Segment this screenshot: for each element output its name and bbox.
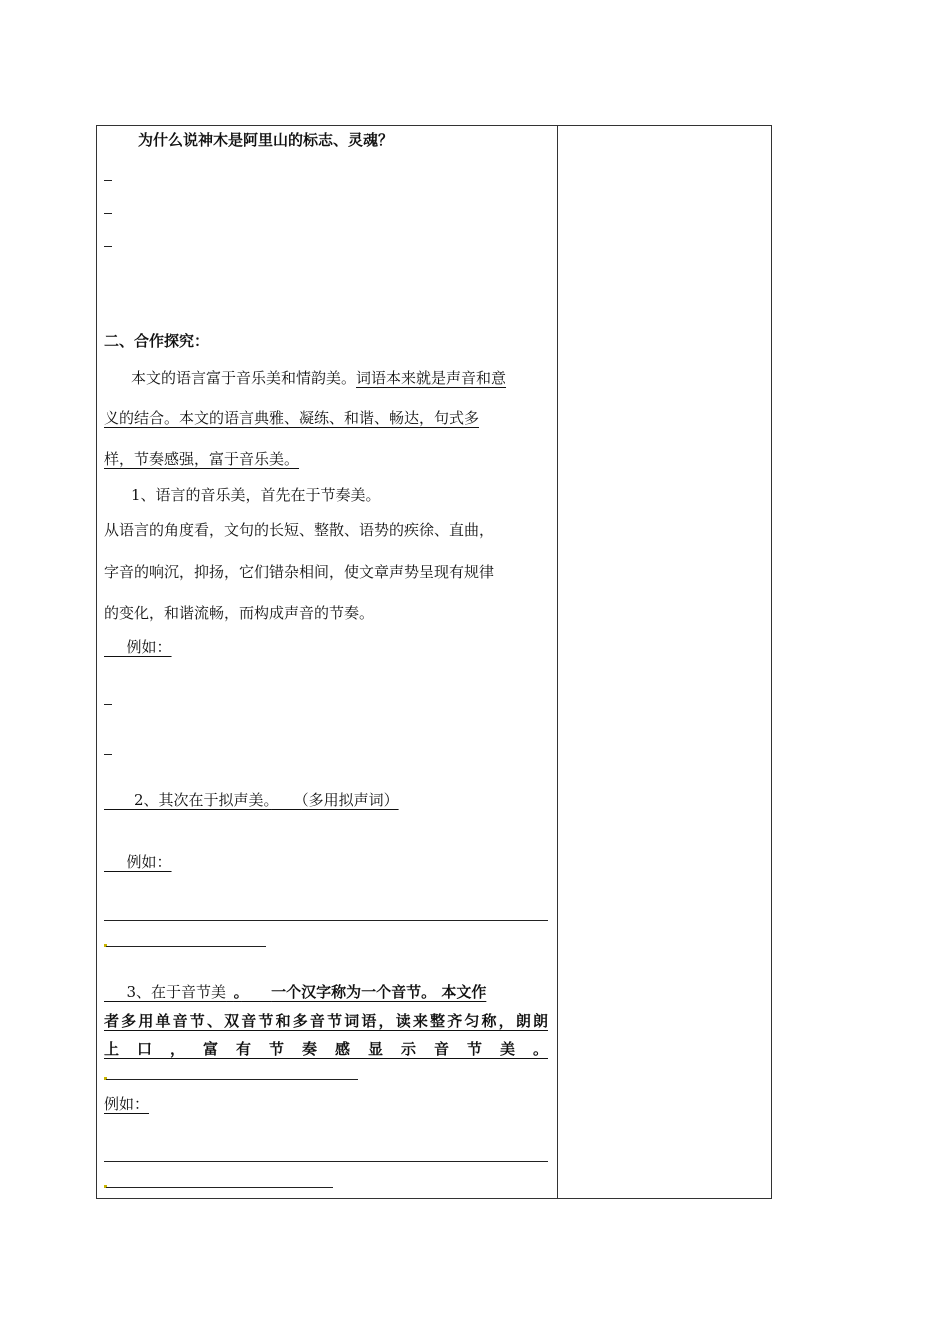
point1-title: 1、语言的音乐美，首先在于节奏美。 [131, 486, 381, 504]
answer-line[interactable] [106, 1187, 333, 1188]
point3-example: 例如： [104, 1095, 150, 1113]
answer-blank[interactable] [104, 246, 112, 247]
answer-blank[interactable] [104, 180, 112, 181]
point2-line [104, 790, 399, 810]
point3-line-1 [104, 982, 486, 1002]
point1-example [104, 637, 172, 657]
point1-body-2: 字音的响沉，抑扬，它们错杂相间，使文章声势呈现有规律 [104, 563, 495, 581]
point2-title: 2、其次在于拟声美。 [134, 791, 272, 809]
point3-bold-1: 一个汉字称为一个音节。 本文作 [271, 983, 487, 1001]
point3-mark: 。 [233, 983, 242, 1001]
point1-body-3: 的变化，和谐流畅，而构成声音的节奏。 [104, 604, 375, 622]
intro-underlined: 词语本来就是声音和意 [356, 369, 507, 387]
intro-line-3: 样，节奏感强，富于音乐美。 [104, 450, 300, 468]
point1-body-1: 从语言的角度看，文句的长短、整散、语势的疾徐、直曲， [104, 521, 495, 539]
point2-note: （多用拟声词） [301, 791, 399, 809]
example-label: 例如： [126, 638, 172, 656]
intro-line-1 [131, 368, 506, 388]
answer-line[interactable] [104, 1161, 548, 1162]
point3-title: 3、在于音节美 [126, 983, 227, 1001]
example-label: 例如： [126, 853, 172, 871]
answer-line[interactable] [104, 920, 548, 921]
answer-line[interactable] [106, 1079, 358, 1080]
answer-blank[interactable] [104, 213, 112, 214]
intro-plain: 本文的语言富于音乐美和情韵美。 [131, 369, 357, 387]
section-heading: 二、合作探究： [104, 332, 210, 350]
point2-example [104, 852, 172, 872]
question-text: 为什么说神木是阿里山的标志、灵魂？ [138, 131, 394, 149]
answer-line[interactable] [106, 946, 266, 947]
intro-line-2: 义的结合。本文的语言典雅、凝练、和谐、畅达，句式多 [104, 409, 480, 427]
answer-blank[interactable] [104, 704, 112, 705]
point3-bold-2: 者多用单音节、双音节和多音节词语，读来整齐匀称，朗朗 [104, 1012, 548, 1030]
answer-blank[interactable] [104, 754, 112, 755]
point3-bold-3: 上口，富有节奏感显示音节美。 [104, 1040, 548, 1058]
notes-column-divider [557, 125, 558, 1199]
